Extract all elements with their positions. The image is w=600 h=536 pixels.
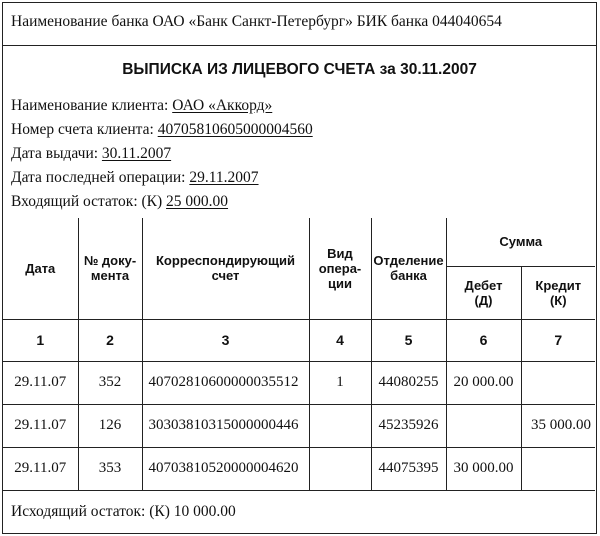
transactions-table — [3, 218, 595, 491]
opening-balance-value: 25 000.00 — [166, 193, 229, 210]
client-name-label: Наименование клиента: — [11, 97, 173, 114]
issue-date-value: 30.11.2007 — [101, 145, 172, 162]
client-name-value: ОАО «Аккорд» — [172, 97, 273, 114]
bank-statement — [2, 2, 597, 534]
opening-balance-line — [11, 193, 228, 211]
cell-credit: 35 000.00 — [521, 404, 595, 447]
opening-balance-label: Входящий остаток: (К) — [11, 193, 167, 210]
header-date: Дата — [3, 218, 78, 319]
cell-date: 29.11.07 — [3, 447, 78, 490]
column-number: 3 — [142, 319, 309, 361]
column-number: 6 — [446, 319, 521, 361]
column-number: 1 — [3, 319, 78, 361]
cell-document-number: 126 — [78, 404, 142, 447]
cell-bank-branch: 44080255 — [371, 361, 446, 404]
header-sum: Сумма — [446, 218, 595, 266]
issue-date-label: Дата выдачи: — [11, 145, 102, 162]
cell-document-number: 353 — [78, 447, 142, 490]
header-credit: Кредит (К) — [521, 266, 595, 319]
cell-document-number: 352 — [78, 361, 142, 404]
cell-bank-branch: 44075395 — [371, 447, 446, 490]
account-number-line — [11, 121, 313, 139]
cell-credit — [521, 447, 595, 490]
last-operation-line — [11, 169, 259, 187]
cell-debit: 20 000.00 — [446, 361, 521, 404]
last-operation-value: 29.11.2007 — [189, 169, 259, 186]
header-document-number: № доку- мента — [78, 218, 142, 319]
closing-balance-line: Исходящий остаток: (К) 10 000.00 — [11, 503, 236, 520]
last-operation-label: Дата последней операции: — [11, 169, 190, 186]
column-number: 5 — [371, 319, 446, 361]
cell-operation-type — [309, 404, 371, 447]
header-row-top — [3, 218, 595, 266]
header-debit: Дебет (Д) — [446, 266, 521, 319]
cell-operation-type: 1 — [309, 361, 371, 404]
cell-corresponding-account: 40703810520000004620 — [142, 447, 309, 490]
cell-date: 29.11.07 — [3, 361, 78, 404]
cell-corresponding-account: 30303810315000000446 — [142, 404, 309, 447]
column-number: 4 — [309, 319, 371, 361]
statement-title: ВЫПИСКА ИЗ ЛИЦЕВОГО СЧЕТА за 30.11.2007 — [122, 61, 477, 78]
cell-debit — [446, 404, 521, 447]
header-corresponding-account: Корреспондирующий счет — [142, 218, 309, 319]
cell-debit: 30 000.00 — [446, 447, 521, 490]
cell-bank-branch: 45235926 — [371, 404, 446, 447]
header-bank-branch: Отделение банка — [371, 218, 446, 319]
cell-operation-type — [309, 447, 371, 490]
header-operation-type: Вид опера- ции — [309, 218, 371, 319]
account-number-value: 40705810605000004560 — [157, 121, 313, 138]
account-number-label: Номер счета клиента: — [11, 121, 158, 138]
client-name-line — [11, 97, 272, 115]
bank-name-line: Наименование банка ОАО «Банк Санкт-Петербург» БИК банка 044040654 — [11, 13, 502, 30]
cell-date: 29.11.07 — [3, 404, 78, 447]
divider — [3, 45, 596, 46]
cell-corresponding-account: 40702810600000035512 — [142, 361, 309, 404]
issue-date-line — [11, 145, 171, 163]
column-number: 2 — [78, 319, 142, 361]
table-row — [3, 447, 595, 490]
column-number-row — [3, 319, 595, 361]
table-row — [3, 361, 595, 404]
column-number: 7 — [521, 319, 595, 361]
cell-credit — [521, 361, 595, 404]
table-row — [3, 404, 595, 447]
